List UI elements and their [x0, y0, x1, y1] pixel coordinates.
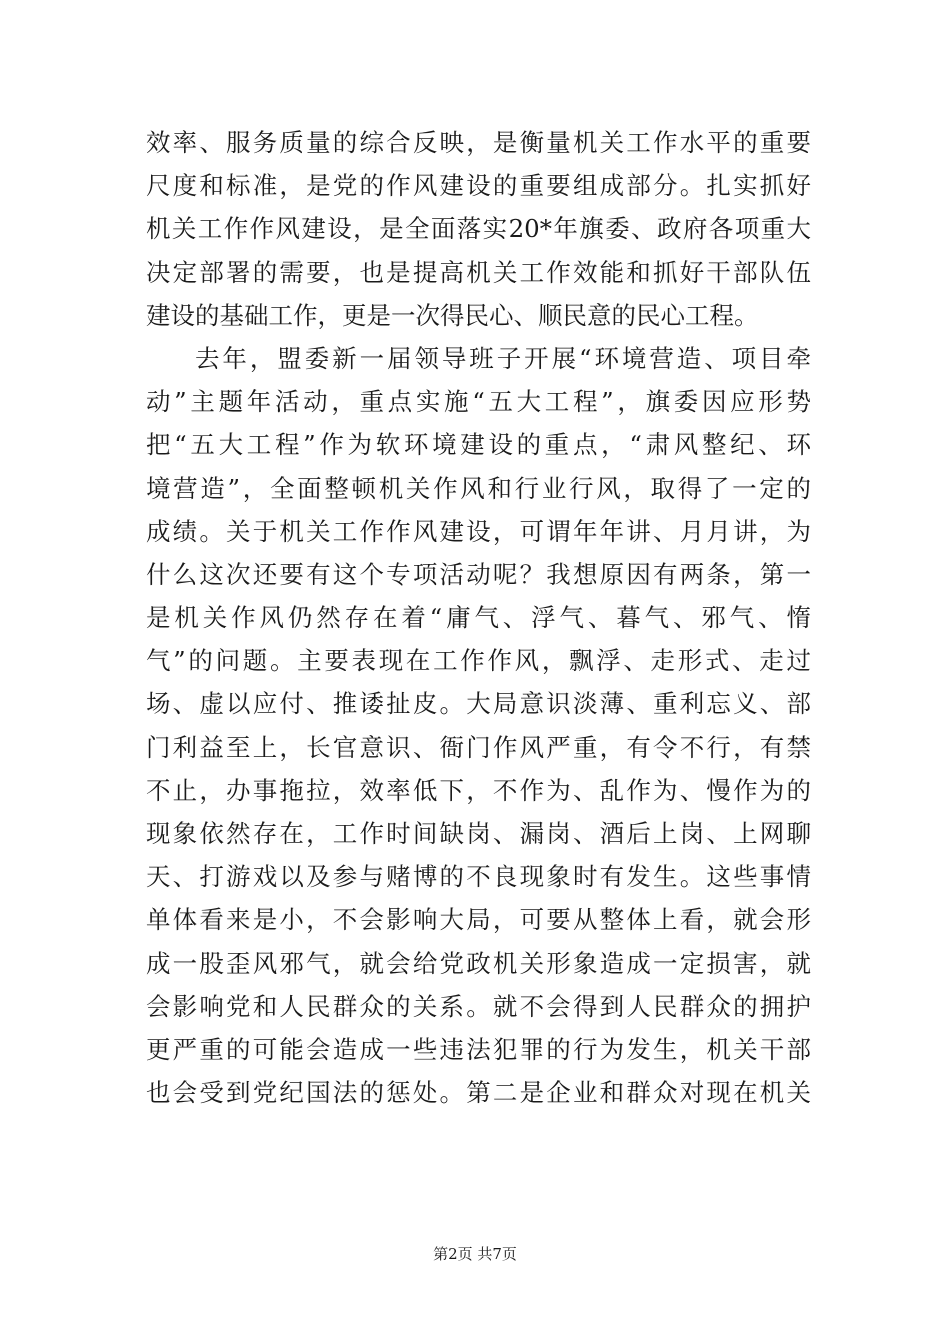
- text-line: 把“五大工程”作为软环境建设的重点，“肃风整纪、环: [146, 430, 811, 460]
- text-line: 成绩。关于机关工作作风建设，可谓年年讲、月月讲，为: [146, 516, 811, 546]
- text-line: 动”主题年活动，重点实施“五大工程”，旗委因应形势: [146, 387, 811, 417]
- text-line: 建设的基础工作，更是一次得民心、顺民意的民心工程。: [146, 300, 759, 330]
- text-line: 不止，办事拖拉，效率低下，不作为、乱作为、慢作为的: [146, 775, 811, 805]
- text-line: 也会受到党纪国法的惩处。第二是企业和群众对现在机关: [146, 1078, 811, 1108]
- text-line: 更严重的可能会造成一些违法犯罪的行为发生，机关干部: [146, 1034, 811, 1064]
- text-line: 去年，盟委新一届领导班子开展“环境营造、项目牵: [195, 343, 811, 373]
- page-number: 第2页 共7页: [433, 1245, 517, 1263]
- text-line: 效率、服务质量的综合反映，是衡量机关工作水平的重要: [146, 128, 811, 157]
- text-line: 单体看来是小，不会影响大局，可要从整体上看，就会形: [146, 905, 811, 935]
- text-line: 天、打游戏以及参与赌博的不良现象时有发生。这些事情: [146, 862, 811, 892]
- text-line: 境营造”，全面整顿机关作风和行业行风，取得了一定的: [146, 473, 811, 503]
- text-line: 成一股歪风邪气，就会给党政机关形象造成一定损害，就: [146, 948, 811, 978]
- text-line: 场、虚以应付、推诿扯皮。大局意识淡薄、重利忘义、部: [146, 689, 811, 719]
- text-line: 决定部署的需要，也是提高机关工作效能和抓好干部队伍: [146, 257, 811, 287]
- text-line: 什么这次还要有这个专项活动呢？我想原因有两条，第一: [146, 559, 811, 589]
- text-line: 机关工作作风建设，是全面落实20*年旗委、政府各项重大: [146, 214, 811, 244]
- text-line: 气”的问题。主要表现在工作作风，飘浮、走形式、走过: [146, 646, 811, 676]
- text-line: 会影响党和人民群众的关系。就不会得到人民群众的拥护: [146, 991, 811, 1021]
- text-line: 是机关作风仍然存在着“庸气、浮气、暮气、邪气、惰: [146, 603, 811, 633]
- text-line: 门利益至上，长官意识、衙门作风严重，有令不行，有禁: [146, 732, 811, 762]
- text-line: 尺度和标准，是党的作风建设的重要组成部分。扎实抓好: [146, 171, 811, 201]
- body-text: [146, 121, 811, 1114]
- text-line: 现象依然存在，工作时间缺岗、漏岗、酒后上岗、上网聊: [146, 819, 811, 848]
